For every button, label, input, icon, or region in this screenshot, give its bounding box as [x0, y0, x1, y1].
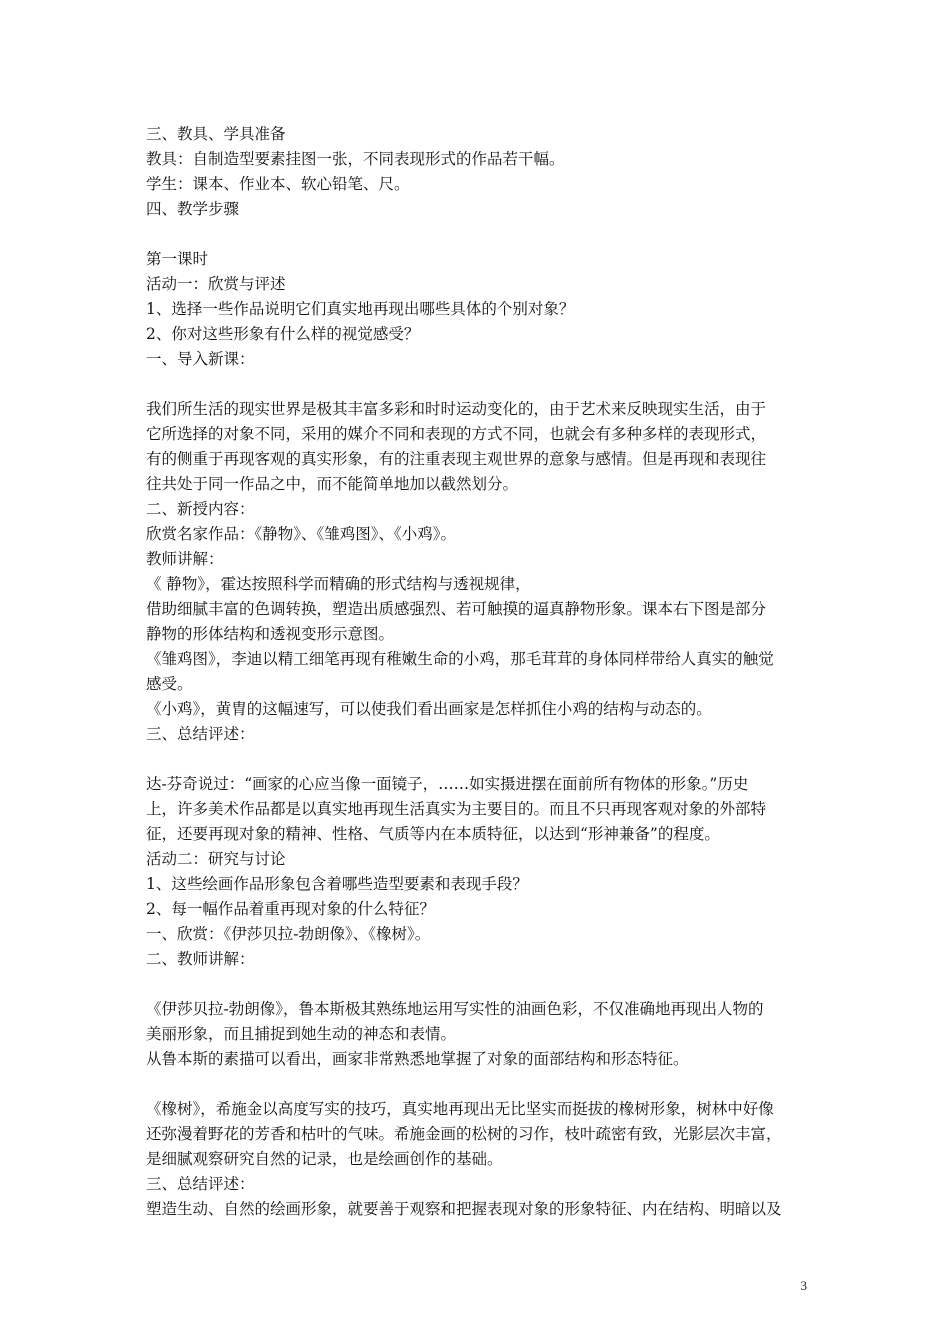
text-line: 达-芬奇说过：“画家的心应当像一面镜子，……如实摄进摆在面前所有物体的形象。”历史 — [146, 775, 749, 793]
text-line: 感受。 — [146, 675, 193, 693]
text-line: 《雏鸡图》，李迪以精工细笔再现有稚嫩生命的小鸡，那毛茸茸的身体同样带给人真实的触觉 — [146, 650, 774, 668]
blank-line — [146, 372, 816, 397]
text-line: 教师讲解： — [146, 550, 224, 568]
text-line: 三、总结评述： — [146, 725, 255, 743]
text-line: 第一课时 — [146, 250, 209, 268]
blank-line — [146, 1072, 816, 1097]
text-line: 二、教师讲解： — [146, 950, 255, 968]
text-line: 2、你对这些形象有什么样的视觉感受？ — [146, 325, 420, 343]
text-line: 《伊莎贝拉-勃朗像》，鲁本斯极其熟练地运用写实性的油画色彩，不仅准确地再现出人物的 — [146, 1000, 764, 1018]
text-line: 1、选择一些作品说明它们真实地再现出哪些具体的个别对象？ — [146, 300, 575, 318]
text-line: 《小鸡》，黄胄的这幅速写，可以使我们看出画家是怎样抓住小鸡的结构与动态的。 — [146, 700, 712, 718]
blank-line — [146, 222, 816, 247]
text-line: 是细腻观察研究自然的记录，也是绘画创作的基础。 — [146, 1150, 503, 1168]
text-line: 三、教具、学具准备 — [146, 125, 286, 143]
text-line: 三、总结评述： — [146, 1175, 255, 1193]
text-line: 学生：课本、作业本、软心铅笔、尺。 — [146, 175, 410, 193]
text-line: 一、导入新课： — [146, 350, 255, 368]
text-line: 1、这些绘画作品形象包含着哪些造型要素和表现手段？ — [146, 875, 528, 893]
text-line: 往共处于同一作品之中，而不能简单地加以截然划分。 — [146, 475, 519, 493]
text-line: 有的侧重于再现客观的真实形象，有的注重表现主观世界的意象与感情。但是再现和表现往 — [146, 450, 767, 468]
blank-line — [146, 747, 816, 772]
text-line: 还弥漫着野花的芳香和枯叶的气味。希施金画的松树的习作，枝叶疏密有致，光影层次丰富， — [146, 1125, 782, 1143]
text-line: 《橡树》，希施金以高度写实的技巧，真实地再现出无比坚实而挺拔的橡树形象，树林中好像 — [146, 1100, 774, 1118]
document-body — [146, 122, 816, 1222]
text-line: 征，还要再现对象的精神、性格、气质等内在本质特征，以达到“形神兼备”的程度。 — [146, 825, 720, 843]
text-line: 四、教学步骤 — [146, 200, 240, 218]
blank-line — [146, 972, 816, 997]
text-line: 美丽形象，而且捕捉到她生动的神态和表情。 — [146, 1025, 457, 1043]
text-line: 活动二：研究与讨论 — [146, 850, 286, 868]
text-line: 2、每一幅作品着重再现对象的什么特征？ — [146, 900, 435, 918]
text-line: 上，许多美术作品都是以真实地再现生活真实为主要目的。而且不只再现客观对象的外部特 — [146, 800, 767, 818]
text-line: 它所选择的对象不同，采用的媒介不同和表现的方式不同，也就会有多种多样的表现形式， — [146, 425, 767, 443]
text-line: 教具：自制造型要素挂图一张，不同表现形式的作品若干幅。 — [146, 150, 565, 168]
text-line: 二、新授内容： — [146, 500, 255, 518]
text-line: 欣赏名家作品：《静物》、《雏鸡图》、《小鸡》。 — [146, 525, 457, 543]
page-number: 3 — [800, 1278, 807, 1293]
text-line: 静物的形体结构和透视变形示意图。 — [146, 625, 395, 643]
text-line: 借助细腻丰富的色调转换，塑造出质感强烈、若可触摸的逼真静物形象。课本右下图是部分 — [146, 600, 767, 618]
text-line: 一、欣赏：《伊莎贝拉-勃朗像》、《橡树》。 — [146, 925, 431, 943]
text-line: 从鲁本斯的素描可以看出，画家非常熟悉地掌握了对象的面部结构和形态特征。 — [146, 1050, 689, 1068]
text-line: 塑造生动、自然的绘画形象，就要善于观察和把握表现对象的形象特征、内在结构、明暗以及 — [146, 1200, 782, 1218]
text-line: 《 静物》，霍达按照科学而精确的形式结构与透视规律， — [146, 575, 531, 593]
text-line: 我们所生活的现实世界是极其丰富多彩和时时运动变化的，由于艺术来反映现实生活，由于 — [146, 400, 767, 418]
text-line: 活动一：欣赏与评述 — [146, 275, 286, 293]
